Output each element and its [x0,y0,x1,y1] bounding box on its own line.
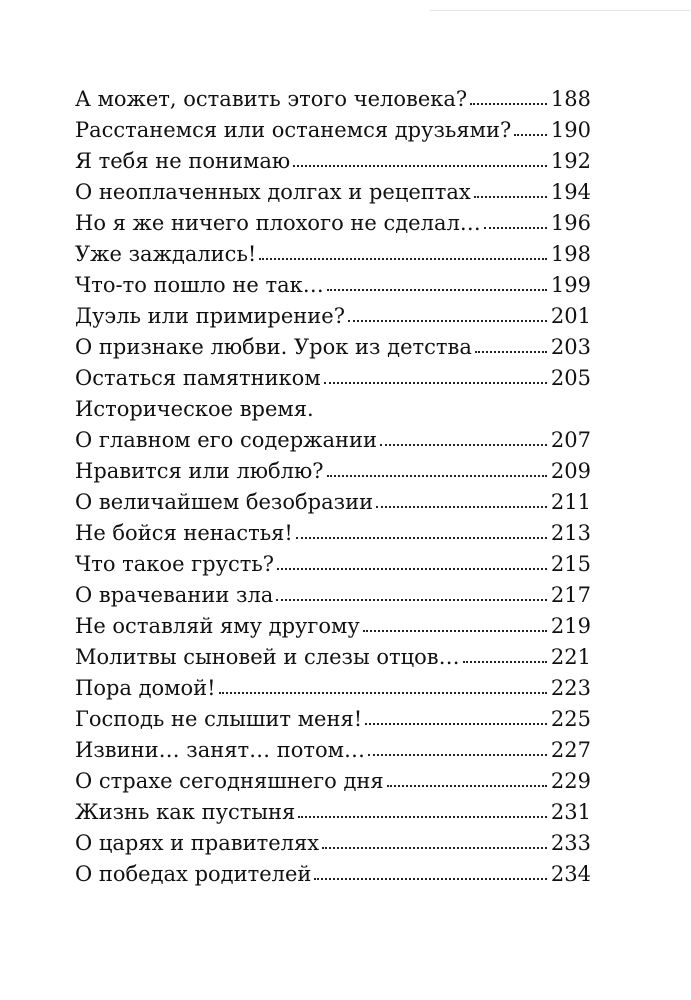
toc-entry-title: Дуэль или примирение? [75,304,345,328]
toc-entry-page: 188 [550,87,591,111]
toc-entry-page: 209 [550,459,591,483]
toc-entry-title: Пора домой! [75,676,216,700]
toc-entry-page: 225 [550,707,591,731]
dot-leader [219,686,547,694]
dot-leader [298,810,547,818]
toc-entry-title: А может, оставить этого человека? [75,87,468,111]
toc-entry-title: Историческое время. [75,397,314,421]
toc-entry-title: О страхе сегодняшнего дня [75,769,384,793]
toc-entry [75,549,591,580]
dot-leader [380,438,547,446]
toc-entry-page: 227 [550,738,591,762]
toc-entry-page: 234 [550,862,591,886]
toc-entry [75,425,591,456]
toc-entry [75,518,591,549]
toc-entry [75,797,591,828]
toc-entry [75,611,591,642]
toc-entry-page: 223 [550,676,591,700]
toc-entry-title: Я тебя не понимаю [75,149,291,173]
toc-entry-page: 192 [550,149,591,173]
toc-entry [75,766,591,797]
toc-entry [75,146,591,177]
toc-entry-title: О победах родителей [75,862,312,886]
dot-leader [327,283,547,291]
toc-entry-page: 201 [550,304,591,328]
toc-entry-title: Нравится или люблю? [75,459,324,483]
dot-leader [277,562,547,570]
toc-entry-page: 190 [550,118,591,142]
toc-entry [75,487,591,518]
toc-entry [75,363,591,394]
toc-entry [75,301,591,332]
dot-leader [314,872,547,880]
toc-entry [75,580,591,611]
toc-entry [75,828,591,859]
toc-entry-page: 215 [550,552,591,576]
toc-entry [75,735,591,766]
toc-entry-title: О царях и правителях [75,831,320,855]
toc-entry-title: Расстанемся или останемся друзьями? [75,118,512,142]
toc-entry-page: 213 [550,521,591,545]
toc-entry-title: Извини… занят… потом… [75,738,366,762]
toc-entry-title: Молитвы сыновей и слезы отцов… [75,645,460,669]
toc-entry [75,332,591,363]
toc-entry-page: 205 [550,366,591,390]
toc-entry [75,208,591,239]
toc-entry-title: Не оставляй яму другому [75,614,360,638]
dot-leader [296,531,547,539]
toc-entry-page: 231 [550,800,591,824]
toc-entry-title: Но я же ничего плохого не сделал… [75,211,481,235]
toc-entry-title: Уже заждались! [75,242,257,266]
toc-entry [75,270,591,301]
dot-leader [376,500,547,508]
toc-entry-page: 196 [550,211,591,235]
dot-leader [484,221,547,229]
dot-leader [387,779,547,787]
dot-leader [259,252,547,260]
toc-entry [75,642,591,673]
toc-entry-page: 217 [550,583,591,607]
table-of-contents [75,84,591,890]
dot-leader [514,128,547,136]
dot-leader [365,717,547,725]
page-edge-line [430,10,690,11]
toc-entry-page: 233 [550,831,591,855]
toc-entry-continued [75,394,591,425]
toc-entry-title: Что такое грусть? [75,552,275,576]
dot-leader [463,655,547,663]
toc-entry [75,177,591,208]
toc-entry-page: 211 [550,490,591,514]
dot-leader [474,190,547,198]
toc-entry-page: 194 [550,180,591,204]
toc-entry [75,115,591,146]
toc-entry-title: О величайшем безобразии [75,490,374,514]
toc-entry-title: Жизнь как пустыня [75,800,296,824]
toc-entry [75,84,591,115]
dot-leader [322,841,547,849]
toc-entry-page: 203 [550,335,591,359]
toc-entry-title: Господь не слышит меня! [75,707,363,731]
dot-leader [363,624,547,632]
toc-entry [75,456,591,487]
toc-entry [75,239,591,270]
toc-entry-page: 229 [550,769,591,793]
toc-entry-title: О признаке любви. Урок из детства [75,335,472,359]
toc-entry-page: 198 [550,242,591,266]
toc-entry-title: Не бойся ненастья! [75,521,293,545]
toc-entry [75,704,591,735]
dot-leader [475,345,547,353]
dot-leader [324,376,547,384]
dot-leader [348,314,547,322]
toc-entry-page: 207 [550,428,591,452]
dot-leader [470,97,547,105]
toc-entry-title: О главном его содержании [75,428,378,452]
toc-entry-page: 219 [550,614,591,638]
dot-leader [276,593,547,601]
dot-leader [327,469,547,477]
toc-entry-title: Что-то пошло не так… [75,273,324,297]
toc-entry-title: Остаться памятником [75,366,321,390]
toc-entry-title: О врачевании зла [75,583,274,607]
toc-entry [75,673,591,704]
toc-entry-page: 221 [550,645,591,669]
dot-leader [293,159,547,167]
toc-entry-title: О неоплаченных долгах и рецептах [75,180,471,204]
toc-entry [75,859,591,890]
dot-leader [368,748,547,756]
toc-entry-page: 199 [550,273,591,297]
